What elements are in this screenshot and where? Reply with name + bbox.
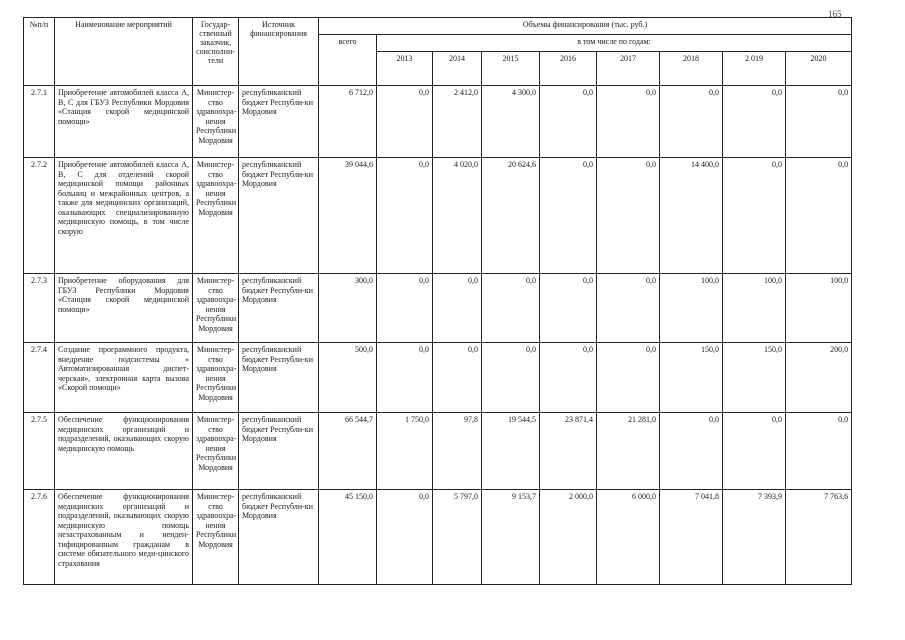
row-year-value: 20 624,6 <box>482 158 540 274</box>
row-number: 2.7.4 <box>24 343 55 413</box>
header-year: 2017 <box>597 52 660 86</box>
header-year: 2014 <box>433 52 482 86</box>
table-row <box>24 274 852 343</box>
row-total: 300,0 <box>319 274 377 343</box>
header-year: 2018 <box>660 52 723 86</box>
row-number: 2.7.1 <box>24 86 55 158</box>
header-source: Источник финансирования <box>239 18 319 86</box>
row-year-value: 0,0 <box>482 274 540 343</box>
row-year-value: 150,0 <box>723 343 786 413</box>
row-year-value: 5 797,0 <box>433 490 482 585</box>
row-source: республиканский бюджет Республи-ки Мордовия <box>239 343 319 413</box>
row-year-value: 200,0 <box>786 343 852 413</box>
row-year-value: 100,0 <box>786 274 852 343</box>
row-year-value: 7 763,6 <box>786 490 852 585</box>
row-year-value: 0,0 <box>597 274 660 343</box>
row-name: Обеспечение функционирования медицинских организаций и подразделений, оказывающих скорую медицинскую помощь незастрахованным и неиден-тифицированным гражданам в системе обязательного меди-цинского страхования <box>55 490 193 585</box>
row-number: 2.7.6 <box>24 490 55 585</box>
row-year-value: 0,0 <box>660 413 723 490</box>
row-year-value: 0,0 <box>377 343 433 413</box>
row-year-value: 0,0 <box>540 86 597 158</box>
row-year-value: 0,0 <box>723 413 786 490</box>
header-year: 2020 <box>786 52 852 86</box>
header-year: 2 019 <box>723 52 786 86</box>
row-total: 66 544,7 <box>319 413 377 490</box>
row-year-value: 0,0 <box>540 158 597 274</box>
row-year-value: 0,0 <box>377 158 433 274</box>
row-year-value: 0,0 <box>377 274 433 343</box>
row-year-value: 0,0 <box>597 343 660 413</box>
row-year-value: 1 750,0 <box>377 413 433 490</box>
header-name: Наименование мероприятий <box>55 18 193 86</box>
row-year-value: 4 020,0 <box>433 158 482 274</box>
header-number: №п/п <box>24 18 55 86</box>
row-year-value: 0,0 <box>433 343 482 413</box>
row-year-value: 6 000,0 <box>597 490 660 585</box>
table-header <box>24 18 852 86</box>
header-year: 2015 <box>482 52 540 86</box>
row-year-value: 23 871,4 <box>540 413 597 490</box>
header-year: 2013 <box>377 52 433 86</box>
row-year-value: 9 153,7 <box>482 490 540 585</box>
header-volume: Объемы финансирования (тыс. руб.) <box>319 18 852 35</box>
row-year-value: 0,0 <box>540 274 597 343</box>
row-number: 2.7.2 <box>24 158 55 274</box>
row-year-value: 100,0 <box>723 274 786 343</box>
row-name: Приобретение автомобилей класса А, В, С для отделений скорой медицинской помощи районных больниц и межрайонных центров, а также для медицинских организаций, оказывающих специализированную медицинскую помощь, в том числе скорую <box>55 158 193 274</box>
row-year-value: 100,0 <box>660 274 723 343</box>
row-source: республиканский бюджет Республи-ки Мордовия <box>239 413 319 490</box>
row-year-value: 97,8 <box>433 413 482 490</box>
header-by-years: в том числе по годам: <box>377 35 852 52</box>
row-year-value: 7 393,9 <box>723 490 786 585</box>
row-customer: Министер-ство здравоохра-нения Республики Мордовия <box>193 343 239 413</box>
row-total: 500,0 <box>319 343 377 413</box>
table-row <box>24 413 852 490</box>
row-name: Приобретение автомобилей класса А, В, С для ГБУЗ Республики Мордовия «Станция скорой медицинской помощи» <box>55 86 193 158</box>
row-year-value: 0,0 <box>786 413 852 490</box>
row-year-value: 0,0 <box>540 343 597 413</box>
row-year-value: 4 300,0 <box>482 86 540 158</box>
row-customer: Министер-ство здравоохра-нения Республики Мордовия <box>193 86 239 158</box>
row-year-value: 0,0 <box>377 86 433 158</box>
header-total: всего <box>319 35 377 86</box>
table-row <box>24 158 852 274</box>
row-year-value: 2 412,0 <box>433 86 482 158</box>
row-customer: Министер-ство здравоохра-нения Республики Мордовия <box>193 158 239 274</box>
row-year-value: 0,0 <box>786 86 852 158</box>
row-year-value: 0,0 <box>786 158 852 274</box>
header-year: 2016 <box>540 52 597 86</box>
row-total: 39 044,6 <box>319 158 377 274</box>
row-year-value: 0,0 <box>377 490 433 585</box>
table-row <box>24 490 852 585</box>
row-year-value: 0,0 <box>723 158 786 274</box>
row-customer: Министер-ство здравоохра-нения Республики Мордовия <box>193 490 239 585</box>
row-name: Приобретение оборудования для ГБУЗ Республики Мордовия «Станция скорой медицинской помощи» <box>55 274 193 343</box>
row-source: республиканский бюджет Республи-ки Мордовия <box>239 274 319 343</box>
row-name: Создание программного продукта, внедрение подсистемы « Автоматизированная диспет-черская», электронная карта вызова «Скорой помощи» <box>55 343 193 413</box>
row-year-value: 150,0 <box>660 343 723 413</box>
row-year-value: 0,0 <box>433 274 482 343</box>
financing-table <box>23 17 852 585</box>
row-year-value: 19 544,5 <box>482 413 540 490</box>
row-customer: Министер-ство здравоохра-нения Республики Мордовия <box>193 274 239 343</box>
row-year-value: 0,0 <box>597 86 660 158</box>
row-year-value: 0,0 <box>723 86 786 158</box>
row-year-value: 14 400,0 <box>660 158 723 274</box>
row-year-value: 2 000,0 <box>540 490 597 585</box>
page-number: 165 <box>828 9 842 19</box>
row-source: республиканский бюджет Республи-ки Мордовия <box>239 86 319 158</box>
row-year-value: 0,0 <box>482 343 540 413</box>
row-year-value: 21 281,0 <box>597 413 660 490</box>
row-year-value: 0,0 <box>660 86 723 158</box>
row-number: 2.7.5 <box>24 413 55 490</box>
table-row <box>24 343 852 413</box>
table-row <box>24 86 852 158</box>
row-source: республиканский бюджет Республи-ки Мордовия <box>239 158 319 274</box>
row-year-value: 7 041,8 <box>660 490 723 585</box>
row-total: 6 712,0 <box>319 86 377 158</box>
row-year-value: 0,0 <box>597 158 660 274</box>
row-source: республиканский бюджет Республи-ки Мордовия <box>239 490 319 585</box>
header-customer: Государ-ственный заказчик, соисполни-тели <box>193 18 239 86</box>
row-number: 2.7.3 <box>24 274 55 343</box>
row-customer: Министер-ство здравоохра-нения Республики Мордовия <box>193 413 239 490</box>
row-name: Обеспечение функционирования медицинских организаций и подразделений, оказывающих скорую медицинскую помощь <box>55 413 193 490</box>
row-total: 45 150,0 <box>319 490 377 585</box>
